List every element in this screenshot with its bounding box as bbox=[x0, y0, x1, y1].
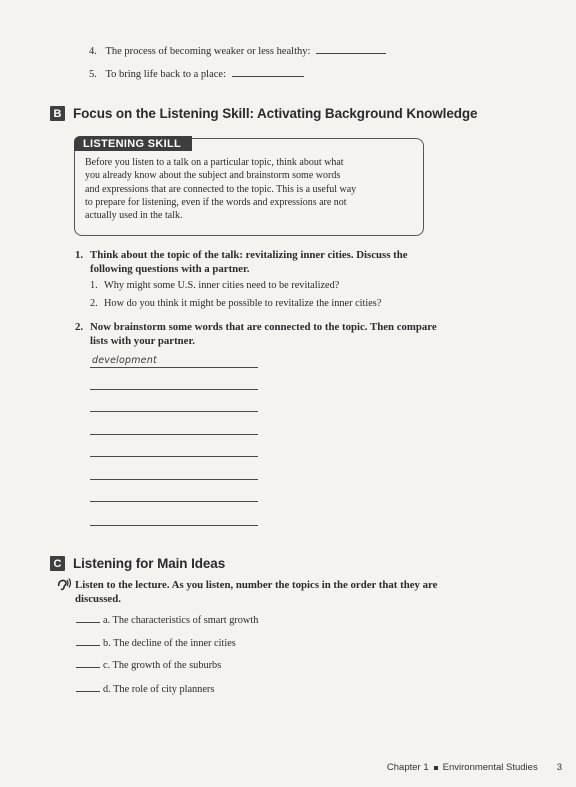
order-blank[interactable] bbox=[76, 682, 100, 692]
topic-item-a: a. The characteristics of smart growth bbox=[76, 613, 258, 628]
question-2: 2. Now brainstorm some words that are connected to the topic. Then compare lists with your partner. bbox=[75, 321, 437, 347]
section-c-header bbox=[50, 556, 225, 571]
answer-blank[interactable] bbox=[232, 66, 304, 77]
audio-icon bbox=[56, 577, 72, 591]
order-blank[interactable] bbox=[76, 658, 100, 668]
bullet-square-icon bbox=[434, 766, 438, 770]
question-1-sub-1: 1. Why might some U.S. inner cities need to be revitalized? bbox=[90, 280, 340, 291]
listening-skill-label: LISTENING SKILL bbox=[74, 136, 192, 151]
vocab-item-5: 5. To bring life back to a place: bbox=[89, 66, 304, 82]
question-1: 1. Think about the topic of the talk: revitalizing inner cities. Discuss the following questions with a partner. bbox=[75, 249, 408, 275]
brainstorm-line[interactable] bbox=[90, 479, 258, 480]
brainstorm-line[interactable] bbox=[90, 525, 258, 526]
section-c-instruction: Listen to the lecture. As you listen, number the topics in the order that they are discussed. bbox=[75, 579, 438, 605]
topic-item-d: d. The role of city planners bbox=[76, 682, 214, 697]
section-letter-badge: C bbox=[50, 556, 65, 571]
brainstorm-line[interactable] bbox=[90, 367, 258, 368]
vocab-item-4: 4. The process of becoming weaker or less healthy: bbox=[89, 43, 386, 59]
brainstorm-line[interactable] bbox=[90, 456, 258, 457]
section-letter-badge: B bbox=[50, 106, 65, 121]
brainstorm-line[interactable] bbox=[90, 434, 258, 435]
page-number: 3 bbox=[556, 762, 562, 773]
section-title: Listening for Main Ideas bbox=[73, 556, 226, 571]
footer-chapter: Chapter 1 bbox=[386, 762, 429, 773]
question-1-sub-2: 2. How do you think it might be possible to revitalize the inner cities? bbox=[90, 298, 382, 309]
vocab-item-text: The process of becoming weaker or less healthy: bbox=[105, 46, 311, 57]
answer-blank[interactable] bbox=[316, 43, 386, 54]
brainstorm-line[interactable] bbox=[90, 411, 258, 412]
topic-item-c: c. The growth of the suburbs bbox=[76, 658, 221, 673]
brainstorm-line[interactable] bbox=[90, 389, 258, 390]
listening-skill-text: Before you listen to a talk on a particular topic, think about what you already know about the subject and brainstorm some words and expressions that are connected to the topic. This is a useful way to prepare for listening, even if the words and expressions are not actually used in the talk. bbox=[85, 157, 357, 222]
section-title: Focus on the Listening Skill: Activating Background Knowledge bbox=[73, 106, 478, 121]
vocab-item-text: To bring life back to a place: bbox=[105, 69, 226, 80]
page-footer bbox=[387, 762, 562, 773]
handwritten-answer: development bbox=[92, 355, 157, 366]
topic-item-b: b. The decline of the inner cities bbox=[76, 636, 236, 651]
brainstorm-line[interactable] bbox=[90, 501, 258, 502]
order-blank[interactable] bbox=[76, 636, 100, 646]
footer-subject: Environmental Studies bbox=[442, 762, 538, 773]
section-b-header bbox=[50, 106, 477, 121]
order-blank[interactable] bbox=[76, 613, 100, 623]
